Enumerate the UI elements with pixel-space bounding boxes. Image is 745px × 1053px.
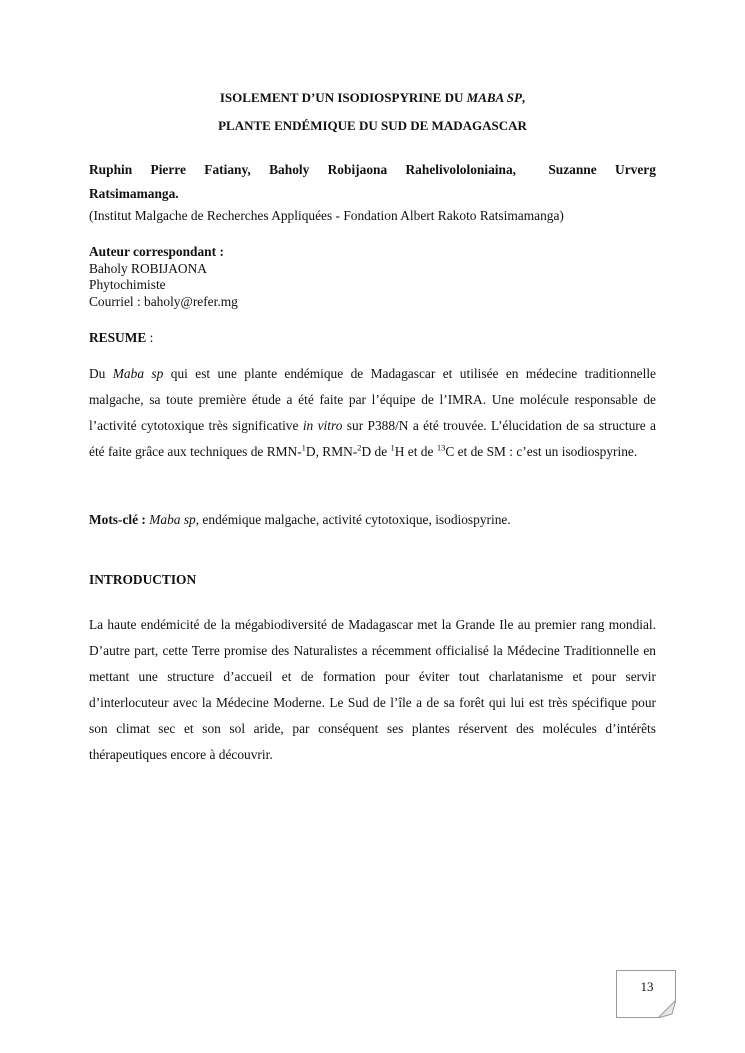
- abstract-heading: RESUME :: [89, 330, 154, 345]
- institution-affiliation: (Institut Malgache de Recherches Appliquées - Fondation Albert Rakoto Ratsimamanga): [89, 208, 564, 223]
- page-number: 13: [640, 979, 654, 994]
- keywords-line: Mots-clé : Maba sp, endémique malgache, activité cytotoxique, isodiospyrine.: [89, 512, 511, 527]
- author-list-line-2: Ratsimamanga.: [89, 186, 179, 201]
- abstract-paragraph: Du Maba sp qui est une plante endémique de Madagascar et utilisée en médecine traditionnelle malgache, sa toute première étude a été faite par l’équipe de l’IMRA. Une molécule responsable de l’activité cytotoxique très significative in vitro sur P388/N a été trouvée. L’élucidation de sa structure a été faite grâce aux techniques de RMN-$^1$D, RMN-$^2$D de $^1$H et de $^{13}$C et de SM : c’est un isodiospyrine.: [89, 366, 657, 459]
- corresponding-author-email: Courriel : baholy@refer.mg: [89, 293, 238, 309]
- introduction-paragraph: La haute endémicité de la mégabiodiversité de Madagascar met la Grande Ile au premier rang mondial. D’autre part, cette Terre promise des Naturalistes a récemment officialisé la Médecine Traditionnelle en mettant une structure d’accueil et de formation pour éviter tout charlatanisme et pour servir d’interlocuteur avec la Médecine Moderne. Le Sud de l’île a de sa forêt qui lui est très spécifique pour son climat sec et son sol aride, par conséquent ses plantes réservent des molécules d’intérêts thérapeutiques encore à découvrir.: [89, 617, 656, 762]
- page-number-box: [616, 970, 676, 1018]
- title-species-name: MABA SP: [466, 90, 522, 105]
- introduction-heading: INTRODUCTION: [89, 572, 197, 587]
- author-list-line-1: Ruphin Pierre Fatiany, Baholy Robijaona Rahelivololoniaina, Suzanne Urverg: [89, 162, 656, 177]
- page-curl-icon: [658, 1000, 676, 1018]
- paper-title-line-2: PLANTE ENDÉMIQUE DU SUD DE MADAGASCAR: [218, 118, 527, 133]
- author-list: [89, 158, 656, 206]
- corresponding-author-name: Baholy ROBIJAONA: [89, 260, 207, 276]
- corresponding-author-role: Phytochimiste: [89, 277, 166, 292]
- paper-title-line-1: ISOLEMENT D’UN ISODIOSPYRINE DU MABA SP,: [219, 90, 526, 105]
- corresponding-author: [89, 244, 656, 310]
- corresponding-author-label: Auteur correspondant :: [89, 244, 224, 259]
